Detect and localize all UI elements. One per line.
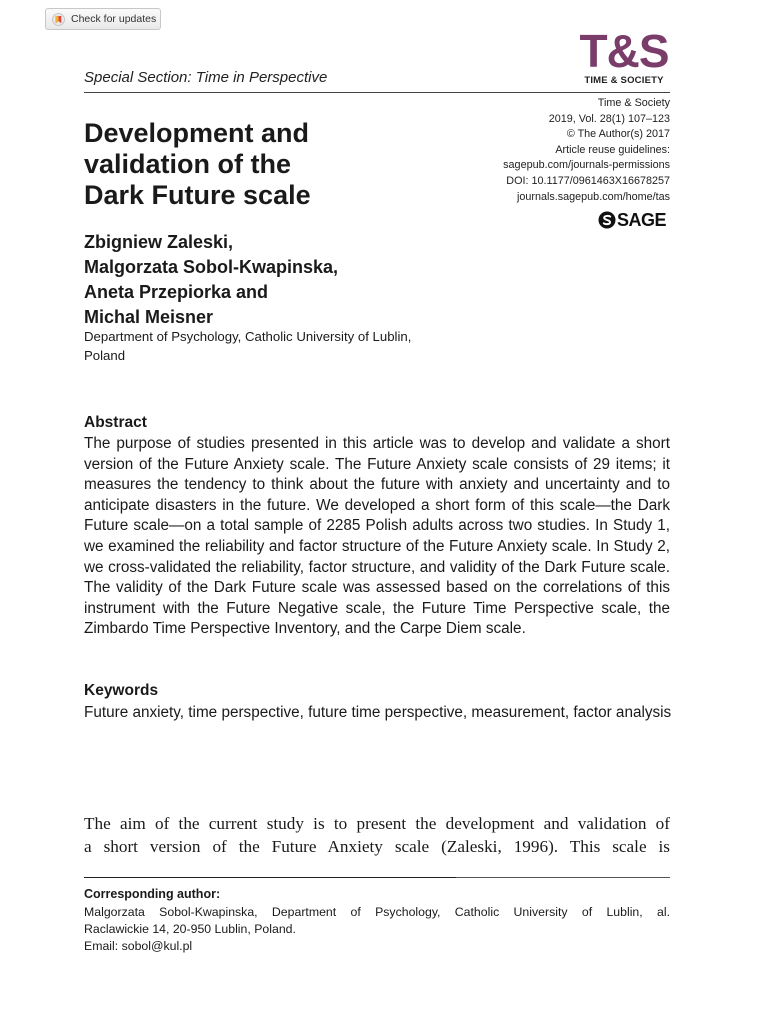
corresponding-author-heading: Corresponding author: — [84, 887, 221, 901]
affiliation — [84, 327, 484, 365]
permissions-link[interactable]: sagepub.com/journals-permissions — [503, 159, 670, 172]
journal-name: Time & Society — [597, 97, 670, 109]
check-for-updates-label: Check for updates — [71, 13, 157, 25]
journal-volume: 2019, Vol. 28(1) 107–123 — [548, 112, 670, 125]
journal-metadata — [503, 96, 670, 205]
sage-s-icon — [598, 211, 616, 229]
check-for-updates-button[interactable] — [45, 8, 161, 30]
body-paragraph — [84, 812, 670, 858]
article-title — [84, 118, 384, 211]
body-line: a short version of the Future Anxiety scale (Zaleski, 1996). This scale is — [84, 837, 670, 856]
author-line: Zbigniew Zaleski, — [84, 232, 234, 252]
author-line: Malgorzata Sobol-Kwapinska, — [84, 257, 339, 277]
keywords-heading: Keywords — [84, 682, 159, 699]
doi[interactable]: DOI: 10.1177/0961463X16678257 — [506, 174, 670, 187]
publisher-logo — [598, 208, 666, 232]
corresponding-author-details — [84, 904, 670, 955]
author-list — [84, 230, 338, 330]
corresponding-address-line: Malgorzata Sobol-Kwapinska, Department of Psychology, Catholic University of Lublin, al. — [84, 905, 670, 919]
corresponding-address-line: Raclawickie 14, 20-950 Lublin, Poland. — [84, 922, 296, 936]
affiliation-line: Poland — [84, 348, 126, 363]
title-line: Development and — [84, 118, 310, 148]
crossmark-icon — [52, 13, 65, 26]
abstract-heading: Abstract — [84, 414, 147, 431]
keywords-text: Future anxiety, time perspective, future time perspective, measurement, factor analysis — [84, 704, 672, 721]
section-label: Special Section: Time in Perspective — [84, 69, 328, 86]
affiliation-line: Department of Psychology, Catholic University of Lublin, — [84, 329, 412, 344]
logo-subtitle: TIME & SOCIETY — [584, 75, 664, 86]
body-line: The aim of the current study is to present the development and validation of — [84, 814, 670, 833]
header-rule — [84, 92, 670, 93]
reuse-label: Article reuse guidelines: — [555, 143, 670, 156]
author-line: Aneta Przepiorka and — [84, 282, 269, 302]
title-line: validation of the — [84, 149, 292, 179]
title-line: Dark Future scale — [84, 180, 311, 210]
logo-mark: T&S — [579, 25, 669, 77]
journal-copyright: © The Author(s) 2017 — [566, 128, 670, 141]
author-line: Michal Meisner — [84, 307, 214, 327]
journal-logo — [576, 25, 672, 90]
journal-homepage-link[interactable]: journals.sagepub.com/home/tas — [516, 190, 670, 203]
footnote-rule-accent — [84, 877, 456, 878]
corresponding-email[interactable]: Email: sobol@kul.pl — [84, 939, 193, 953]
abstract-text: The purpose of studies presented in this article was to develop and validate a short version of the Future Anxiety scale. The Future Anxiety scale consists of 29 items; it measures the tendency to think about the future with anxiety and uncertainty and to anticipate disasters in the future. We developed a short form of this scale—the Dark Future scale—on a total sample of 2285 Polish adults across two studies. In Study 1, we examined the reliability and factor structure of the Future Anxiety scale. In Study 2, we cross-validated the reliability, factor structure, and validity of the Dark Future scale. The validity of the Dark Future scale was assessed based on the correlations of this instrument with the Future Negative scale, the Future Time Perspective scale, the Zimbardo Time Perspective Inventory, and the Carpe Diem scale. — [84, 435, 670, 638]
publisher-name: SAGE — [617, 209, 667, 230]
